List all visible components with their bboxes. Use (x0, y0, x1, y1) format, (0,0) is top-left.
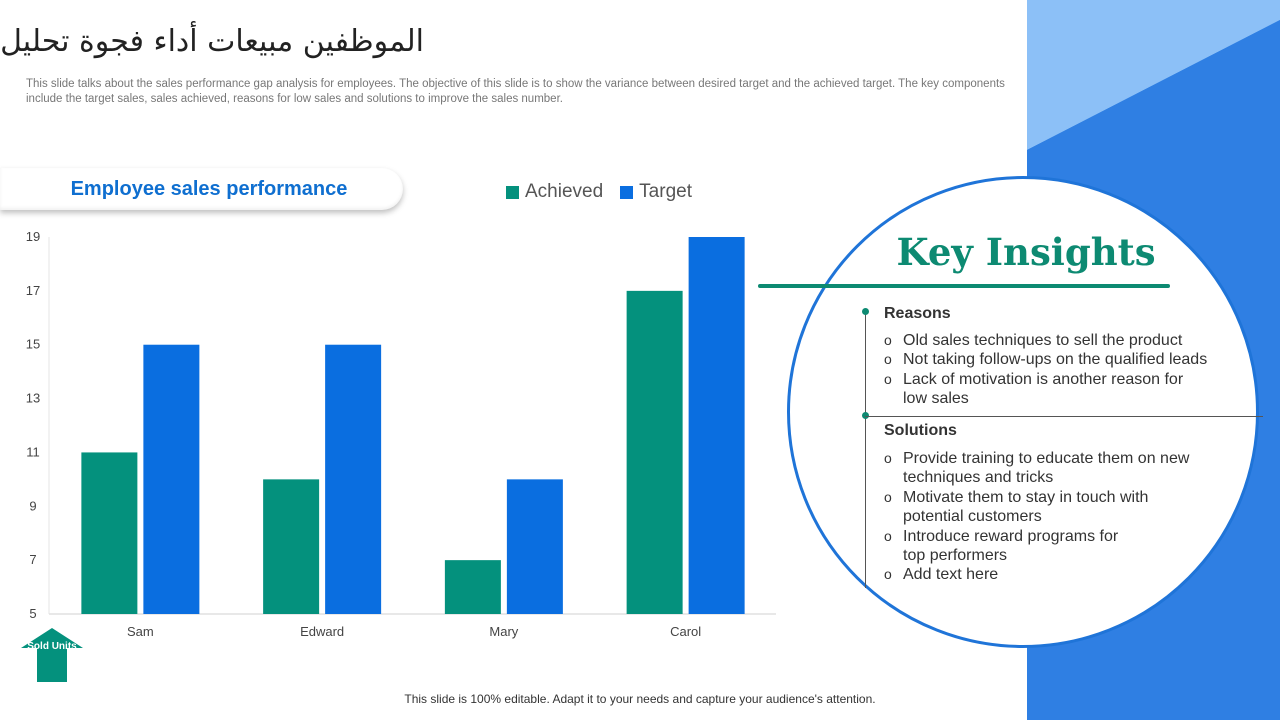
insights-title-underline (758, 284, 1170, 288)
x-tick-label: Mary (489, 624, 519, 639)
y-tick-label: 11 (26, 444, 40, 460)
x-tick-label: Edward (300, 624, 345, 639)
slide-description: This slide talks about the sales performance gap analysis for employees. The objective of this slide is to show the variance between desired target and the achieved target. The key components include the target sales, sales achieved, reasons for low sales and solutions to improve the sales number. (26, 78, 1005, 105)
y-tick-label: 19 (25, 229, 41, 244)
bar-target-edward (325, 345, 381, 614)
y-tick-label: 5 (29, 606, 37, 621)
bullet-icon: o (884, 370, 892, 387)
legend-label-achieved: Achieved (525, 181, 604, 202)
y-tick-label: 13 (25, 390, 41, 406)
y-tick-label: 9 (29, 498, 37, 514)
list-item: o Provide training to educate them on new techniques and tricks (884, 450, 1190, 487)
bullet-icon: o (884, 351, 892, 368)
list-item: o Old sales techniques to sell the product (884, 332, 1183, 349)
timeline-line (865, 313, 866, 588)
slide-title: الموظفين مبيعات أداء فجوة تحليل (0, 24, 424, 59)
list-item: o Not taking follow-ups on the qualified leads (884, 351, 1208, 369)
chart-legend (506, 180, 709, 204)
solutions-heading: Solutions (884, 422, 957, 439)
section-divider (865, 416, 1263, 417)
bar-chart (0, 220, 800, 650)
bullet-icon: o (884, 332, 892, 348)
section-label: Employee sales performance (70, 178, 348, 200)
up-arrow-icon (21, 628, 83, 682)
x-tick-label: Sam (127, 624, 154, 639)
reasons-list (884, 331, 1224, 409)
bullet-icon: o (884, 450, 892, 466)
bar-achieved-sam (81, 452, 137, 614)
legend-item-target (620, 181, 692, 203)
bar-achieved-edward (263, 479, 319, 614)
bar-achieved-mary (445, 560, 501, 614)
bar-target-carol (689, 237, 745, 614)
legend-label-target: Target (639, 181, 692, 202)
insights-title: Key Insights (896, 230, 1156, 274)
x-tick-label: Carol (670, 624, 702, 639)
arrow-badge-label: Sold Units (27, 641, 77, 652)
list-item: o Add text here (884, 566, 999, 584)
list-item: o Motivate them to stay in touch with potential customers (884, 488, 1149, 526)
y-tick-label: 17 (25, 282, 41, 298)
bar-target-mary (507, 479, 563, 614)
legend-swatch-achieved (506, 186, 519, 199)
legend-item-achieved (506, 181, 603, 203)
legend-swatch-target (620, 186, 633, 199)
footer-note: This slide is 100% editable. Adapt it to your needs and capture your audience's attention. (404, 692, 876, 706)
bullet-icon: o (884, 488, 892, 505)
y-tick-label: 15 (25, 336, 41, 352)
bar-achieved-carol (627, 291, 683, 614)
section-pill (0, 168, 403, 210)
timeline-dot-reasons (862, 308, 869, 315)
y-tick-label: 7 (29, 552, 37, 568)
bar-target-sam (143, 345, 199, 614)
solutions-list (884, 449, 1194, 585)
list-item: o Introduce reward programs for top performers (884, 527, 1119, 565)
list-item: o Lack of motivation is another reason for low sales (884, 370, 1184, 408)
bullet-icon: o (884, 566, 892, 583)
bullet-icon: o (884, 527, 892, 544)
reasons-heading: Reasons (884, 305, 951, 322)
